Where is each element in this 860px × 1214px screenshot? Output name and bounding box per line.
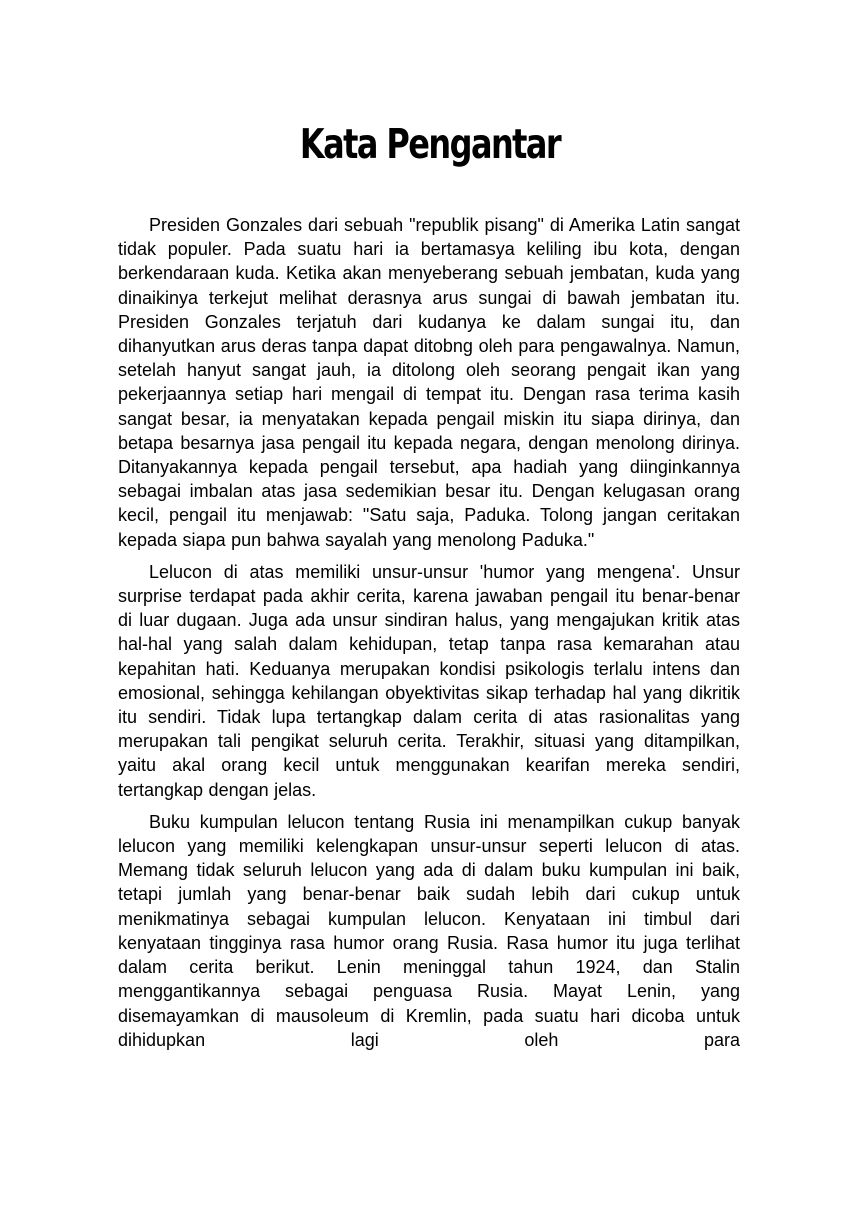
document-body xyxy=(118,213,740,1060)
paragraph-1: Presiden Gonzales dari sebuah "republik pisang" di Amerika Latin sangat tidak populer. Pada suatu hari ia bertamasya keliling ibu kota, dengan berkendaraan kuda. Ketika akan menyeberang sebuah jembatan, kuda yang dinaikinya terkejut melihat derasnya arus sungai di bawah jembatan itu. Presiden Gonzales terjatuh dari kudanya ke dalam sungai itu, dan dihanyutkan arus deras tanpa dapat ditobng oleh para pengawalnya. Namun, setelah hanyut sangat jauh, ia ditolong oleh seorang pengait ikan yang pekerjaannya setiap hari mengail di tempat itu. Dengan rasa terima kasih sangat besar, ia menyatakan kepada pengail miskin itu siapa dirinya, dan betapa besarnya jasa pengail itu kepada negara, dengan menolong dirinya. Ditanyakannya kepada pengail tersebut, apa hadiah yang diinginkannya sebagai imbalan atas jasa sedemikian besar itu. Dengan kelugasan orang kecil, pengail itu menjawab: "Satu saja, Paduka. Tolong jangan ceritakan kepada siapa pun bahwa sayalah yang menolong Paduka." xyxy=(118,215,740,550)
paragraph-2: Lelucon di atas memiliki unsur-unsur 'humor yang mengena'. Unsur surprise terdapat pada akhir cerita, karena jawaban pengail itu benar-benar di luar dugaan. Juga ada unsur sindiran halus, yang mengajukan kritik atas hal-hal yang salah dalam kehidupan, tetap tanpa rasa kemarahan atau kepahitan hati. Keduanya merupakan kondisi psikologis terlalu intens dan emosional, sehingga kehilangan obyektivitas sikap terhadap hal yang dikritik itu sendiri. Tidak lupa tertangkap dalam cerita di atas rasionalitas yang merupakan tali pengikat seluruh cerita. Terakhir, situasi yang ditampilkan, yaitu akal orang kecil untuk menggunakan kearifan mereka sendiri, tertangkap dengan jelas. xyxy=(118,561,740,800)
page-title: Kata Pengantar xyxy=(299,120,561,168)
paragraph-3: Buku kumpulan lelucon tentang Rusia ini menampilkan cukup banyak lelucon yang memiliki kelengkapan unsur-unsur seperti lelucon di atas. Memang tidak seluruh lelucon yang ada di dalam buku kumpulan ini baik, tetapi jumlah yang benar-benar baik sudah lebih dari cukup untuk menikmatinya sebagai kumpulan lelucon. Kenyataan ini timbul dari kenyataan tingginya rasa humor orang Rusia. Rasa humor itu juga terlihat dalam cerita berikut. Lenin meninggal tahun 1924, dan Stalin menggantikannya sebagai penguasa Rusia. Mayat Lenin, yang disemayamkan di mausoleum di Kremlin, pada suatu hari dicoba untuk dihidupkan lagi oleh para xyxy=(118,811,740,1050)
